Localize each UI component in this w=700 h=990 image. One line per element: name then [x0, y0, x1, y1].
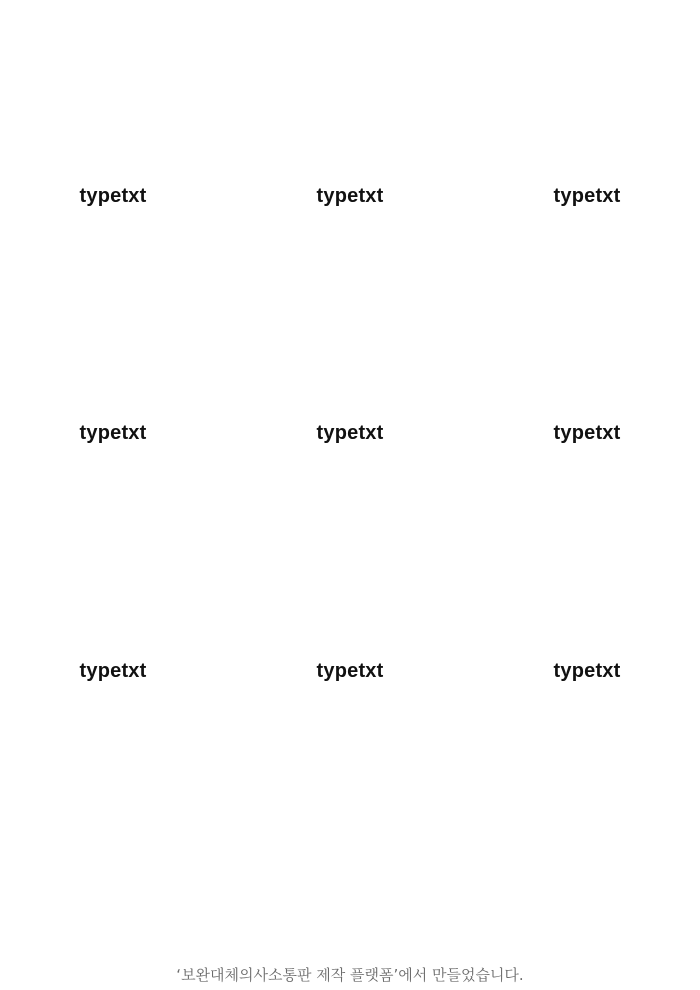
- board-cell-3[interactable]: typetxt: [553, 185, 621, 207]
- board-cell-8[interactable]: typetxt: [316, 660, 384, 682]
- board-cell-1[interactable]: typetxt: [79, 185, 147, 207]
- board-cell-4[interactable]: typetxt: [79, 422, 147, 444]
- board-cell-6[interactable]: typetxt: [553, 422, 621, 444]
- board-cell-2[interactable]: typetxt: [316, 185, 384, 207]
- board-cell-5[interactable]: typetxt: [316, 422, 384, 444]
- board-cell-9[interactable]: typetxt: [553, 660, 621, 682]
- footer-credit: ‘보완대체의사소통판 제작 플랫폼’에서 만들었습니다.: [176, 966, 524, 984]
- board-cell-7[interactable]: typetxt: [79, 660, 147, 682]
